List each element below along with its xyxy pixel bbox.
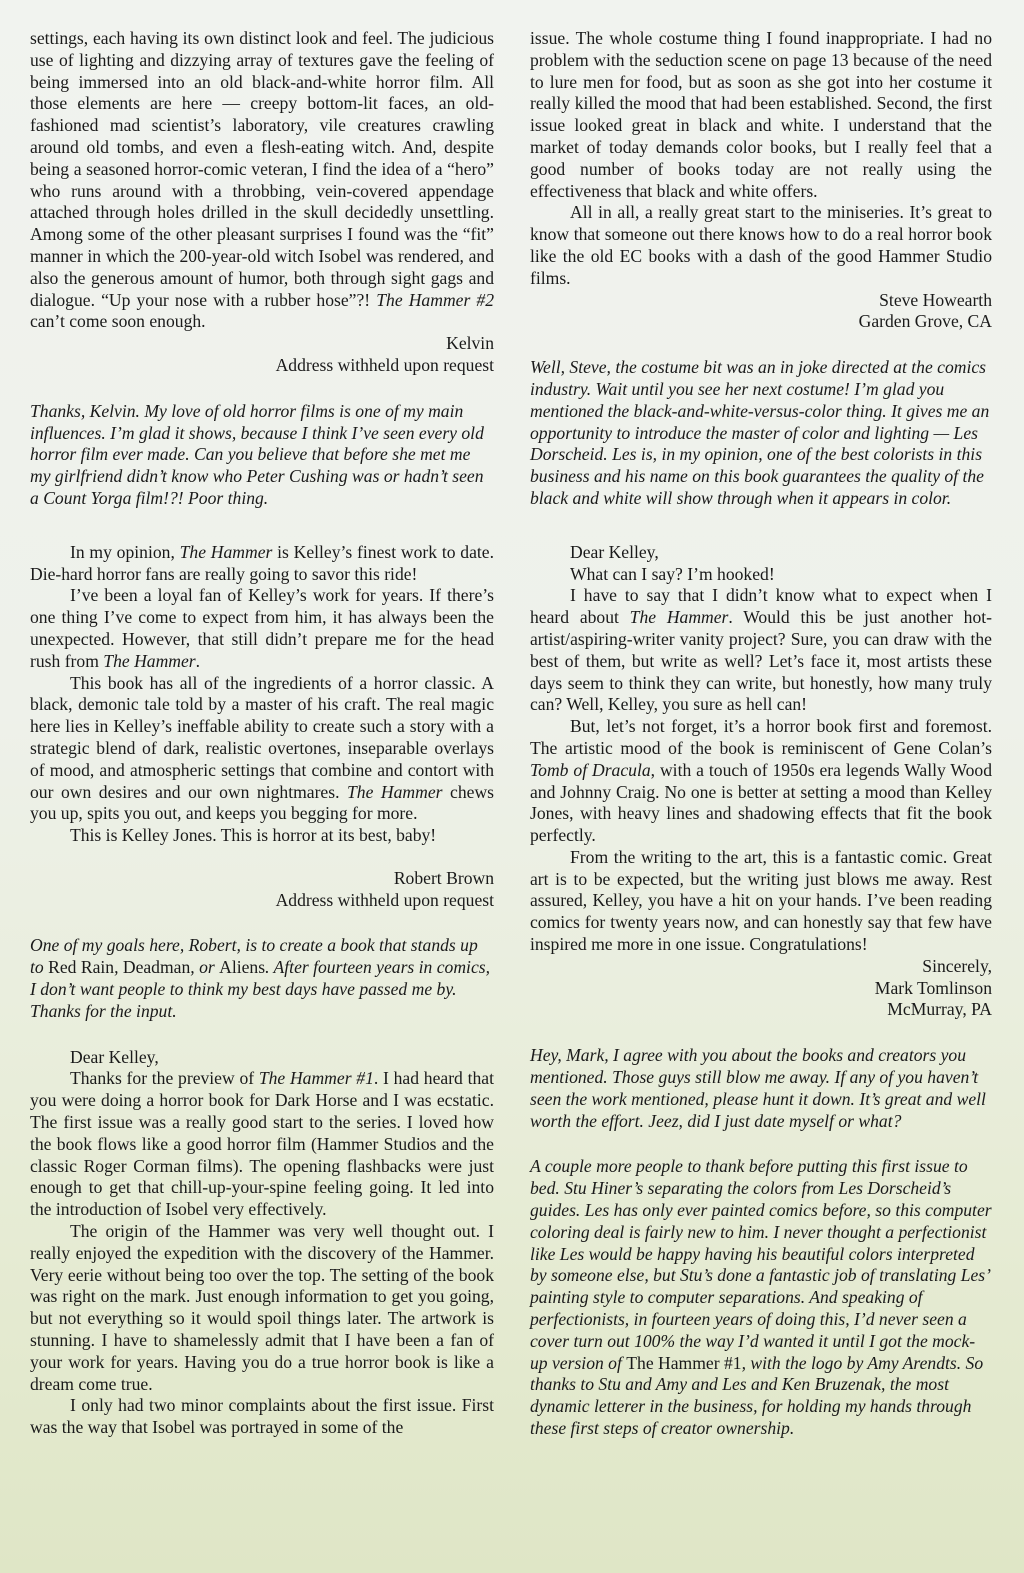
right-column: [530, 28, 992, 1440]
signature-name: Mark Tomlinson: [874, 977, 992, 998]
signature-address: Address withheld upon request: [275, 354, 494, 375]
letter-paragraph: But, let’s not forget, it’s a horror book first and foremost. The artistic mood of the book is reminiscent of Gene Colan’s Tomb of Dracula, with a touch of 1950s era legends Wally Wood and Johnny Craig. No one is better at setting a mood than Kelley Jones, with heavy lines and shadowing effects that fit the book perfectly.: [530, 716, 992, 846]
letter-paragraph: I only had two minor complaints about the first issue. First was the way that Isobel was portrayed in some of the: [30, 1395, 494, 1438]
letter-paragraph: From the writing to the art, this is a fantastic comic. Great art is to be expected, but the writing just blows me away. Rest assured, Kelley, you have a hit on your hands. I’ve been reading comics for twenty years now, and can honestly say that few have inspired me more in one issue. Congratulations!: [530, 846, 992, 955]
salutation: Dear Kelley,: [570, 541, 659, 562]
editor-reply: One of my goals here, Robert, is to create a book that stands up to Red Rain, Deadman, or Aliens. After fourteen years in comics, I don’t want people to think my best days have passed me by. Thanks for the input.: [30, 935, 490, 1021]
letter-paragraph: issue. The whole costume thing I found inappropriate. I had no problem with the seduction scene on page 13 because of the need to lure men for food, but as soon as she got into her costume it really killed the mood that had been established. Second, the first issue looked great in black and white. I understand that the market of today demands color books, but I really feel that a good number of books today are not really using the effectiveness that black and white offers.: [530, 28, 992, 201]
letter-paragraph: The origin of the Hammer was very well thought out. I really enjoyed the expedition with the discovery of the Hammer. Very eerie without being too over the top. The setting of the book was right on the mark. Just enough information to get you going, but not everything so it would spoil things later. The artwork is stunning. I have to shamelessly admit that I have been a fan of your work for years. Having you do a true horror book is like a dream come true.: [30, 1221, 494, 1394]
salutation: Dear Kelley,: [70, 1046, 159, 1067]
letter-paragraph: I’ve been a loyal fan of Kelley’s work for years. If there’s one thing I’ve come to expect from him, it has always been the unexpected. However, that still didn’t prepare me for the head rush from The Hammer.: [30, 585, 494, 671]
letter-paragraph: settings, each having its own distinct look and feel. The judicious use of lighting and dizzying array of textures gave the feeling of being immersed into an old black-and-white horror film. All those elements are here — creepy bottom-lit faces, an old-fashioned mad scientist’s laboratory, vile creatures crawling around old tombs, and even a flesh-eating witch. And, despite being a seasoned horror-comic veteran, I find the idea of a “hero” who runs around with a throbbing, vein-covered appendage attached through holes drilled in the skull decidedly unsettling. Among some of the other pleasant surprises I found was the “fit” manner in which the 200-year-old witch Isobel was rendered, and also the generous amount of humor, both through sight gags and dialogue. “Up your nose with a rubber hose”?! The Hammer #2 can’t come soon enough.: [30, 28, 494, 332]
letter-paragraph: I have to say that I didn’t know what to expect when I heard about The Hammer. Would this be just another hot-artist/aspiring-writer vanity project? Sure, you can draw with the best of them, but write as well? Let’s face it, most artists these days seem to think they can write, but honestly, how many truly can? Well, Kelley, you sure as hell can!: [530, 585, 992, 715]
editor-reply: A couple more people to thank before putting this first issue to bed. Stu Hiner’s separating the colors from Les Dorscheid’s guides. Les has only ever painted comics before, so this computer coloring deal is fairly new to him. I never thought a perfectionist like Les would be happy having his beautiful colors interpreted by someone else, but Stu’s done a fantastic job of translating Les’ painting style to computer separations. And speaking of perfectionists, in fourteen years of doing this, I’d never seen a cover turn out 100% the way I’d wanted it until I got the mock-up version of The Hammer #1, with the logo by Amy Arendts. So thanks to Stu and Amy and Les and Ken Bruzenak, the most dynamic letterer in the business, for holding my hands through these first steps of creator ownership.: [530, 1156, 992, 1439]
signature-place: Garden Grove, CA: [858, 311, 992, 332]
signature-closing: Sincerely,: [922, 955, 992, 976]
signature-name: Robert Brown: [393, 867, 494, 888]
editor-reply: Thanks, Kelvin. My love of old horror films is one of my main influences. I’m glad it shows, because I think I’ve seen every old horror film ever made. Can you believe that before she met me my girlfriend didn’t know who Peter Cushing was or hadn’t seen a Count Yorga film!?! Poor thing.: [30, 400, 484, 508]
signature-address: Address withheld upon request: [275, 889, 494, 910]
letter-paragraph: What can I say? I’m hooked!: [570, 563, 775, 584]
editor-reply: Well, Steve, the costume bit was an in joke directed at the comics industry. Wait until you see her next costume! I’m glad you mentioned the black-and-white-versus-color thing. It gives me an opportunity to introduce the master of color and lighting — Les Dorscheid. Les is, in my opinion, one of the best colorists in this business and his name on this book guarantees the quality of the black and white will show through when it appears in color.: [530, 357, 990, 508]
editor-reply: Hey, Mark, I agree with you about the books and creators you mentioned. Those guys still blow me away. If any of you haven’t seen the work mentioned, please hunt it down. It’s great and well worth the effort. Jeez, did I just date myself or what?: [530, 1045, 986, 1131]
signature-name: Kelvin: [446, 333, 494, 354]
signature-place: McMurray, PA: [887, 999, 992, 1020]
left-column: [30, 28, 494, 1439]
letter-paragraph: This book has all of the ingredients of a horror classic. A black, demonic tale told by a master of his craft. The real magic here lies in Kelley’s ineffable ability to create such a story with a strategic blend of dark, realistic overtones, inseparable overlays of mood, and atmospheric settings that combine and contort with our own desires and our own nightmares. The Hammer chews you up, spits you out, and keeps you begging for more.: [30, 672, 495, 824]
letter-paragraph: This is Kelley Jones. This is horror at its best, baby!: [70, 825, 437, 846]
letter-paragraph: In my opinion, The Hammer is Kelley’s finest work to date. Die-hard horror fans are really going to savor this ride!: [30, 541, 494, 584]
letter-paragraph: Thanks for the preview of The Hammer #1. I had heard that you were doing a horror book for Dark Horse and I was ecstatic. The first issue was a really good start to the series. I loved how the book flows like a good horror film (Hammer Studios and the classic Roger Corman films). The opening flashbacks were just enough to get that chill-up-your-spine feeling going. It led into the introduction of Isobel very effectively.: [30, 1068, 494, 1220]
letter-paragraph: All in all, a really great start to the miniseries. It’s great to know that someone out there knows how to do a real horror book like the old EC books with a dash of the good Hammer Studio films.: [530, 202, 992, 288]
signature-name: Steve Howearth: [879, 289, 992, 310]
